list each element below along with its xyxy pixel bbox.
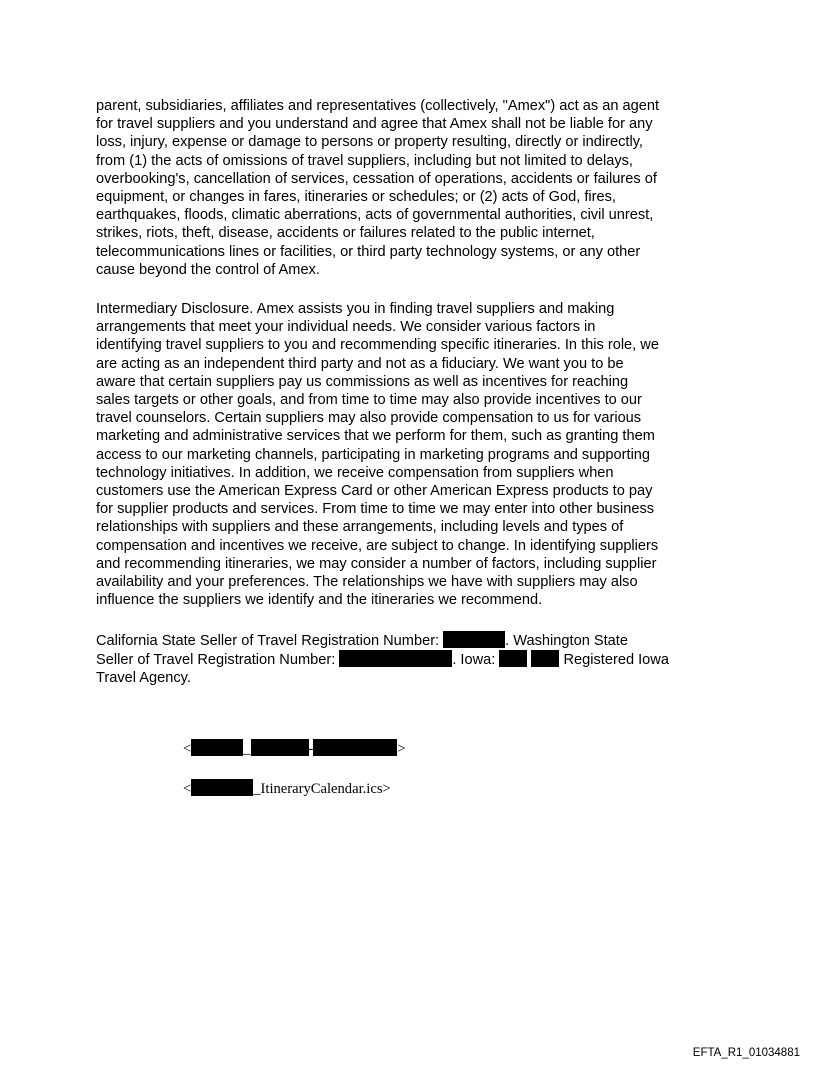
text-line bbox=[96, 631, 736, 650]
terms-paragraph bbox=[96, 97, 736, 279]
bracket-open: < bbox=[183, 741, 192, 757]
text-line: influence the suppliers we identify and the itineraries we recommend. bbox=[96, 592, 543, 609]
text-line: aware that certain suppliers pay us commissions as well as incentives for reaching bbox=[96, 373, 629, 390]
text-line: are acting as an independent third party and not as a fiduciary. We want you to be bbox=[96, 355, 624, 372]
text-line: parent, subsidiaries, affiliates and representatives (collectively, "Amex") act as an agent bbox=[96, 98, 660, 114]
attachment-link-2[interactable] bbox=[183, 779, 391, 798]
text-line: customers use the American Express Card or other American Express products to pay bbox=[96, 483, 653, 500]
text-line: and recommending itineraries, we may consider a number of factors, including supplier bbox=[96, 555, 657, 572]
redaction-block bbox=[443, 631, 505, 648]
text-line: cause beyond the control of Amex. bbox=[96, 261, 320, 278]
text-line: earthquakes, floods, climatic aberrations, acts of governmental authorities, civil unrest, bbox=[96, 207, 654, 224]
redaction-block bbox=[339, 650, 452, 667]
iowa-label: . Iowa: bbox=[452, 652, 500, 669]
text-line: loss, injury, expense or damage to persons or property resulting, directly or indirectly, bbox=[96, 134, 643, 151]
text-line: arrangements that meet your individual needs. We consider various factors in bbox=[96, 319, 596, 336]
text-line: Intermediary Disclosure. Amex assists you in finding travel suppliers and making bbox=[96, 301, 615, 317]
text-line: availability and your preferences. The relationships we have with suppliers may also bbox=[96, 574, 638, 591]
wa-registration-label-2: Seller of Travel Registration Number: bbox=[96, 652, 340, 669]
text-line bbox=[96, 650, 736, 669]
redaction-block bbox=[499, 650, 527, 667]
text-line: compensation and incentives we receive, are subject to change. In identifying suppliers bbox=[96, 537, 659, 554]
redaction-block bbox=[251, 739, 309, 756]
text-line: identifying travel suppliers to you and recommending specific itineraries. In this role, we bbox=[96, 337, 659, 354]
text-line: for travel suppliers and you understand and agree that Amex shall not be liable for any bbox=[96, 116, 653, 133]
separator: - bbox=[308, 741, 314, 757]
iowa-suffix: Registered Iowa bbox=[559, 652, 669, 669]
bracket-close: > bbox=[397, 741, 406, 757]
registration-paragraph bbox=[96, 631, 736, 688]
redaction-block bbox=[191, 739, 243, 756]
text-line: travel counselors. Certain suppliers may also provide compensation to us for various bbox=[96, 410, 642, 427]
text-line: technology initiatives. In addition, we receive compensation from suppliers when bbox=[96, 464, 614, 481]
text-line: for supplier products and services. From time to time we may enter into other business bbox=[96, 501, 655, 518]
wa-registration-label: . Washington State bbox=[505, 633, 628, 649]
redaction-block bbox=[531, 650, 559, 667]
text-line: Travel Agency. bbox=[96, 670, 191, 687]
text-line: equipment, or changes in fares, itineraries or schedules; or (2) acts of God, fires, bbox=[96, 189, 616, 206]
ca-registration-label: California State Seller of Travel Registration Number: bbox=[96, 633, 444, 649]
redaction-block bbox=[313, 739, 397, 756]
attachment-filename: _ItineraryCalendar.ics> bbox=[253, 781, 391, 797]
text-line: access to our marketing channels, participating in marketing programs and supporting bbox=[96, 446, 651, 463]
text-line: telecommunications lines or facilities, or third party technology systems, or any other bbox=[96, 243, 641, 260]
bracket-open: < bbox=[183, 781, 192, 797]
intermediary-disclosure-paragraph bbox=[96, 300, 736, 609]
attachment-link-1[interactable] bbox=[183, 739, 406, 758]
redaction-block bbox=[191, 779, 253, 796]
text-line: sales targets or other goals, and from time to time may also provide incentives to our bbox=[96, 392, 642, 409]
separator: _ bbox=[243, 741, 251, 757]
text-line: strikes, riots, theft, disease, accidents or failures related to the public internet, bbox=[96, 225, 595, 242]
text-line: marketing and administrative services that we perform for them, such as granting them bbox=[96, 428, 655, 445]
document-id: EFTA_R1_01034881 bbox=[692, 1047, 800, 1059]
text-line: relationships with suppliers and these arrangements, including levels and types of bbox=[96, 519, 624, 536]
text-line: from (1) the acts of omissions of travel suppliers, including but not limited to delays, bbox=[96, 152, 633, 169]
text-line: overbooking's, cancellation of services, cessation of operations, accidents or failures of bbox=[96, 170, 657, 187]
